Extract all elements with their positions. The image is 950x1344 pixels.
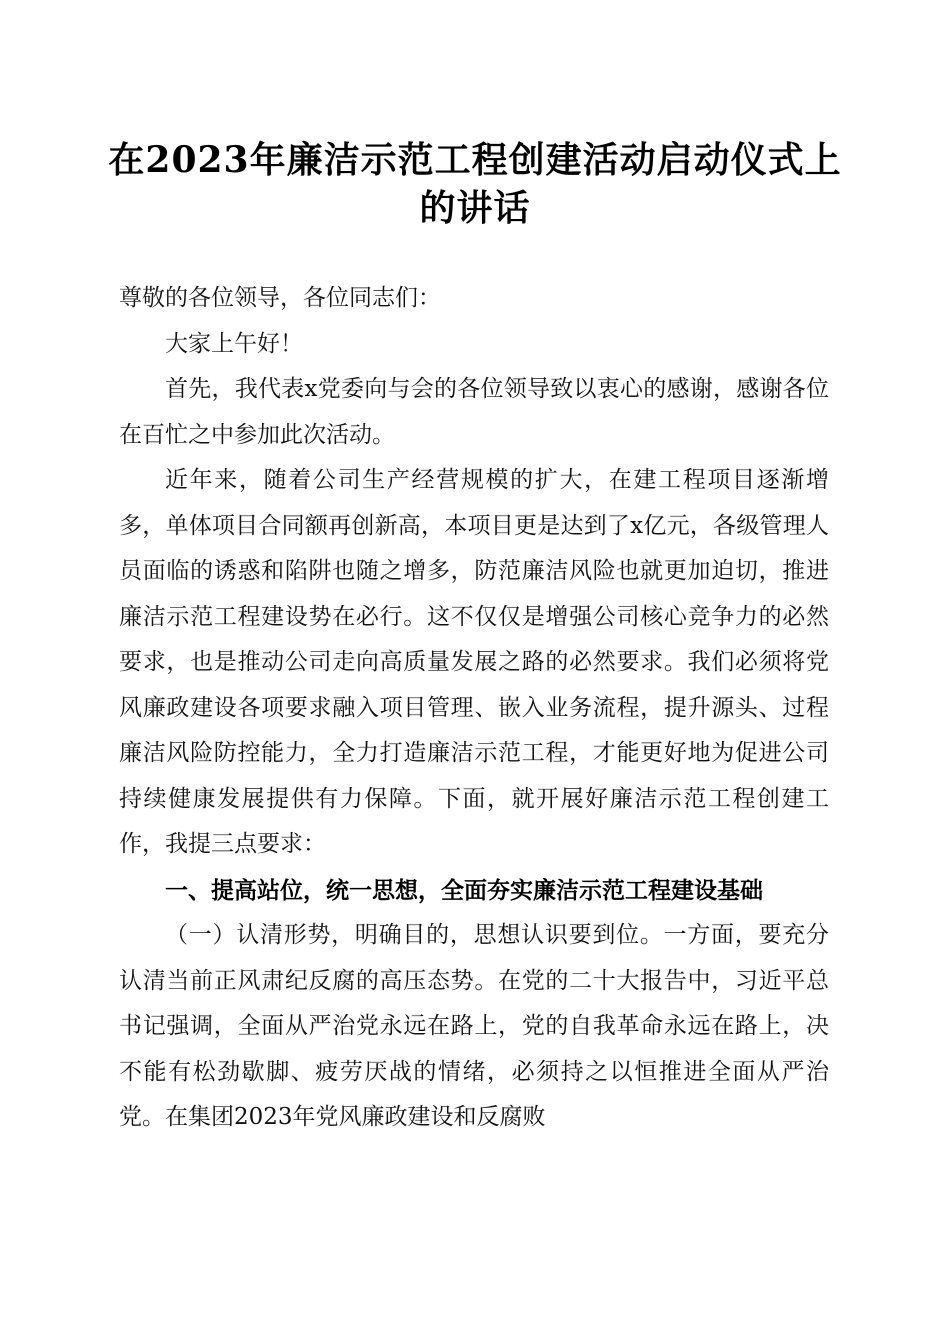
title-line-2: 的讲话 (419, 187, 531, 229)
section-heading-1: 一、提高站位，统一思想，全面夯实廉洁示范工程建设基础 (165, 876, 763, 904)
paragraph-thanks: 首先，我代表x党委向与会的各位领导致以衷心的感谢，感谢各位在百忙之中参加此次活动。 (119, 376, 829, 448)
salutation: 尊敬的各位领导，各位同志们： (119, 285, 441, 311)
paragraph-section-1-1: （一）认清形势，明确目的，思想认识要到位。一方面，要充分认清当前正风肃纪反腐的高压态势。在党的二十大报告中，习近平总书记强调，全面从严治党永远在路上，党的自我革命永远在路上，决不能有松劲歇脚、疲劳厌战的情绪，必须持之以恒推进全面从严治党。在集团2023年党风廉政建设和反腐败 (119, 922, 829, 1130)
greeting: 大家上午好！ (165, 330, 303, 357)
document-title (100, 136, 850, 232)
document-body (119, 276, 829, 1141)
paragraph-background: 近年来，随着公司生产经营规模的扩大，在建工程项目逐渐增多，单体项目合同额再创新高，本项目更是达到了x亿元，各级管理人员面临的诱惑和陷阱也随之增多，防范廉洁风险也就更加迫切，推进廉洁示范工程建设势在必行。这不仅仅是增强公司核心竞争力的必然要求，也是推动公司走向高质量发展之路的必然要求。我们必须将党风廉政建设各项要求融入项目管理、嵌入业务流程，提升源头、过程廉洁风险防控能力，全力打造廉洁示范工程，才能更好地为促进公司持续健康发展提供有力保障。下面，就开展好廉洁示范工程创建工作，我提三点要求： (119, 467, 829, 857)
title-line-1: 在2023年廉洁示范工程创建活动启动仪式上 (108, 139, 842, 181)
